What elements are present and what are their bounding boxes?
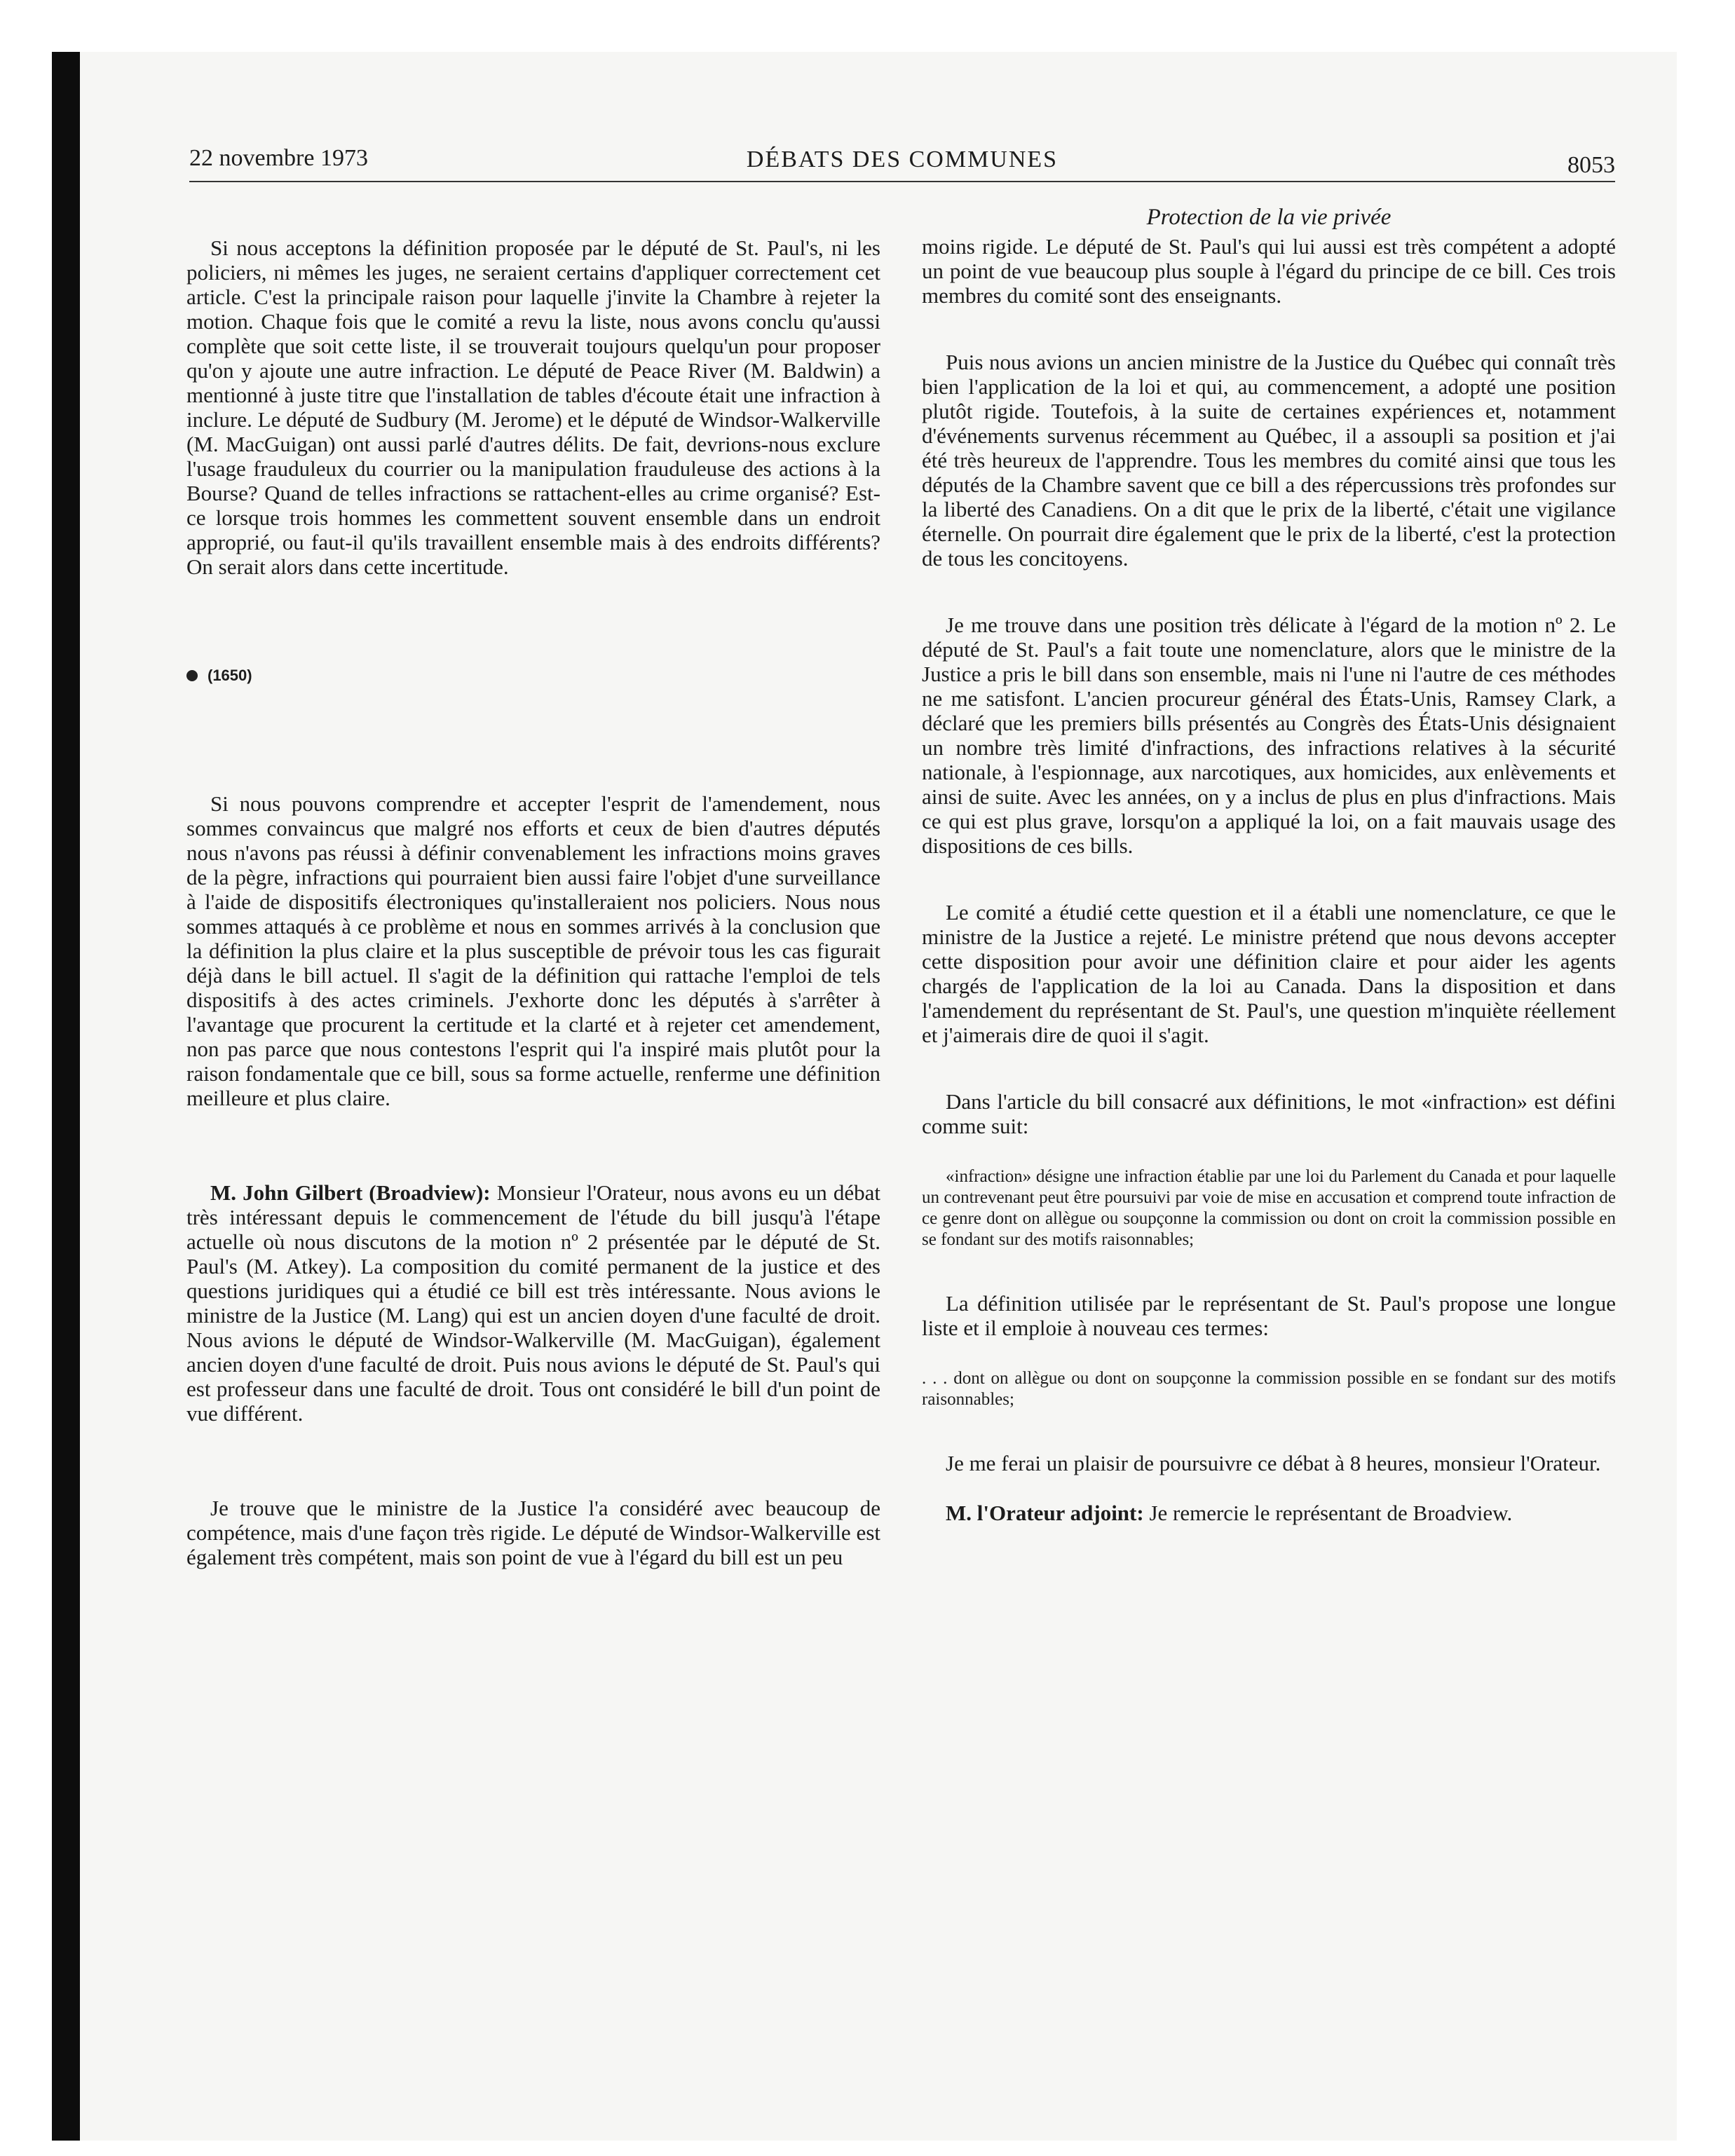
paragraph: Je trouve que le ministre de la Justice l'a considéré avec beaucoup de compétence, mais d'une façon très rigide. Le député de Windsor-Walkerville est également très compétent, mais son point de vue à l'égard du bill est un peu bbox=[186, 1496, 880, 1569]
bullet-icon bbox=[186, 670, 198, 681]
header-title: DÉBATS DES COMMUNES bbox=[746, 146, 1059, 172]
timestamp: (1650) bbox=[207, 667, 252, 684]
running-title: Protection de la vie privée bbox=[1146, 205, 1392, 230]
paragraph: Je me trouve dans une position très délicate à l'égard de la motion nº 2. Le député de St. Paul's a fait toute une nomenclature, alors que le ministre de la Justice a pris le bill dans son ensemble, mais ni l'une ni l'autre de ces méthodes ne me satisfont. L'ancien procureur général des États-Unis, Ramsey Clark, a déclaré que les premiers bills présentés au Congrès des États-Unis désignaient un nombre très limité d'infractions, des infractions relatives à la sécurité nationale, à l'espionnage, aux narcotiques, aux homicides, aux enlèvements et ainsi de suite. Avec les années, on y a inclus de plus en plus d'infractions. Mais ce qui est plus grave, lorsqu'on a appliqué la loi, on a fait mauvais usage des dispositions de ces bills. bbox=[922, 613, 1616, 858]
paragraph bbox=[922, 1501, 1616, 1525]
paragraph: moins rigide. Le député de St. Paul's qui lui aussi est très compétent a adopté un point de vue beaucoup plus souple à l'égard du principe de ce bill. Ces trois membres du comité sont des enseignants. bbox=[922, 234, 1616, 308]
page-header bbox=[189, 142, 1615, 182]
quoted-terms: . . . dont on allègue ou dont on soupçonne la commission possible en se fondant sur des motifs raisonnables; bbox=[922, 1369, 1616, 1409]
paragraph: Je me ferai un plaisir de poursuivre ce débat à 8 heures, monsieur l'Orateur. bbox=[946, 1451, 1601, 1475]
paragraph bbox=[186, 1180, 880, 1426]
right-column bbox=[922, 203, 1616, 1567]
speaker-name: M. John Gilbert (Broadview): bbox=[210, 1180, 491, 1205]
speech-text: Je remercie le représentant de Broadview. bbox=[1149, 1501, 1513, 1525]
speaker-name: M. l'Orateur adjoint: bbox=[946, 1501, 1144, 1525]
header-date: 22 novembre 1973 bbox=[189, 145, 368, 171]
timestamp-marker bbox=[186, 663, 880, 688]
paragraph: Puis nous avions un ancien ministre de la Justice du Québec qui connaît très bien l'application de la loi et qui, au commencement, a adopté une position plutôt rigide. Toutefois, à la suite de certaines expériences et, notamment d'événements survenus récemment au Québec, il a assoupli sa position et j'ai été très heureux de l'apprendre. Tous les membres du comité ainsi que tous les députés de la Chambre savent que ce bill a des répercussions très profondes sur la liberté des Canadiens. On a dit que le prix de la liberté, c'était une vigilance éternelle. On pourrait dire également que le prix de la liberté, c'est la protection de tous les concitoyens. bbox=[922, 350, 1616, 571]
quoted-definition: «infraction» désigne une infraction établie par une loi du Parlement du Canada et pour laquelle un contrevenant peut être poursuivi par voie de mise en accusation et comprend toute infraction de ce genre dont on allègue ou soupçonne la commission ou dont on croit la commission possible en se fondant sur des motifs raisonnables; bbox=[922, 1167, 1616, 1249]
speech-text: Monsieur l'Orateur, nous avons eu un débat très intéressant depuis le commencement de l'étude du bill jusqu'à l'étape actuelle où nous discutons de la motion nº 2 présentée par le député de St. Paul's (M. Atkey). La composition du comité permanent de la justice et des questions juridiques qui a étudié ce bill est très intéressante. Nous avions le ministre de la Justice (M. Lang) qui est un ancien doyen d'une faculté de droit. Nous avions le député de Windsor-Walkerville (M. MacGuigan), également ancien doyen d'une faculté de droit. Puis nous avions le député de St. Paul's qui est professeur dans une faculté de droit. Tous ont considéré le bill d'un point de vue différent. bbox=[186, 1180, 880, 1426]
left-column bbox=[186, 236, 880, 1611]
paragraph: La définition utilisée par le représentant de St. Paul's propose une longue liste et il emploie à nouveau ces termes: bbox=[922, 1291, 1616, 1340]
scan-border bbox=[52, 52, 80, 2141]
page-number: 8053 bbox=[1567, 152, 1615, 178]
paragraph: Dans l'article du bill consacré aux définitions, le mot «infraction» est défini comme suit: bbox=[922, 1089, 1616, 1138]
paragraph: Si nous pouvons comprendre et accepter l'esprit de l'amendement, nous sommes convaincus que malgré nos efforts et ceux de bien d'autres députés nous n'avons pas réussi à définir convenablement les infractions moins graves de la pègre, infractions qui pourraient bien aussi faire l'objet d'une surveillance à l'aide de dispositifs électroniques qu'installeraient nos policiers. Nous nous sommes attaqués à ce problème et nous en sommes arrivés à la conclusion que la définition la plus claire et la plus susceptible de prévoir tous les cas figurait déjà dans le bill actuel. Il s'agit de la définition qui rattache l'emploi de tels dispositifs à des actes criminels. J'exhorte donc les députés à s'arrêter à l'avantage que procurent la certitude et la clarté et à rejeter cet amendement, non pas parce que nous contestons l'esprit qui l'a inspiré mais plutôt pour la raison fondamentale que ce bill, sous sa forme actuelle, renferme une définition meilleure et plus claire. bbox=[186, 791, 880, 1110]
paragraph: Le comité a étudié cette question et il a établi une nomenclature, ce que le ministre de la Justice a rejeté. Le ministre prétend que nous devons accepter cette disposition pour avoir une définition claire et pour aider les agents chargés de l'application de la loi au Canada. Dans la disposition et dans l'amendement du représentant de St. Paul's, une question m'inquiète réellement et j'aimerais dire de quoi il s'agit. bbox=[922, 900, 1616, 1047]
paragraph: Si nous acceptons la définition proposée par le député de St. Paul's, ni les policiers, ni mêmes les juges, ne seraient certains d'appliquer correctement cet article. C'est la principale raison pour laquelle j'invite la Chambre à rejeter la motion. Chaque fois que le comité a revu la liste, nous avons conclu qu'aussi complète que soit cette liste, il se trouverait toujours quelqu'un pour proposer qu'on y ajoute une autre infraction. Le député de Peace River (M. Baldwin) a mentionné à juste titre que l'installation de tables d'écoute était une infraction à inclure. Le député de Sudbury (M. Jerome) et le député de Windsor-Walkerville (M. MacGuigan) ont aussi parlé d'autres délits. De fait, devrions-nous exclure l'usage frauduleux du courrier ou la manipulation frauduleuse des actions à la Bourse? Quand de telles infractions se rattachent-elles au crime organisé? Est-ce lorsque trois hommes les commettent souvent ensemble dans un endroit approprié, ou faut-il qu'ils travaillent ensemble mais à des endroits différents? On serait alors dans cette incertitude. bbox=[186, 236, 880, 579]
